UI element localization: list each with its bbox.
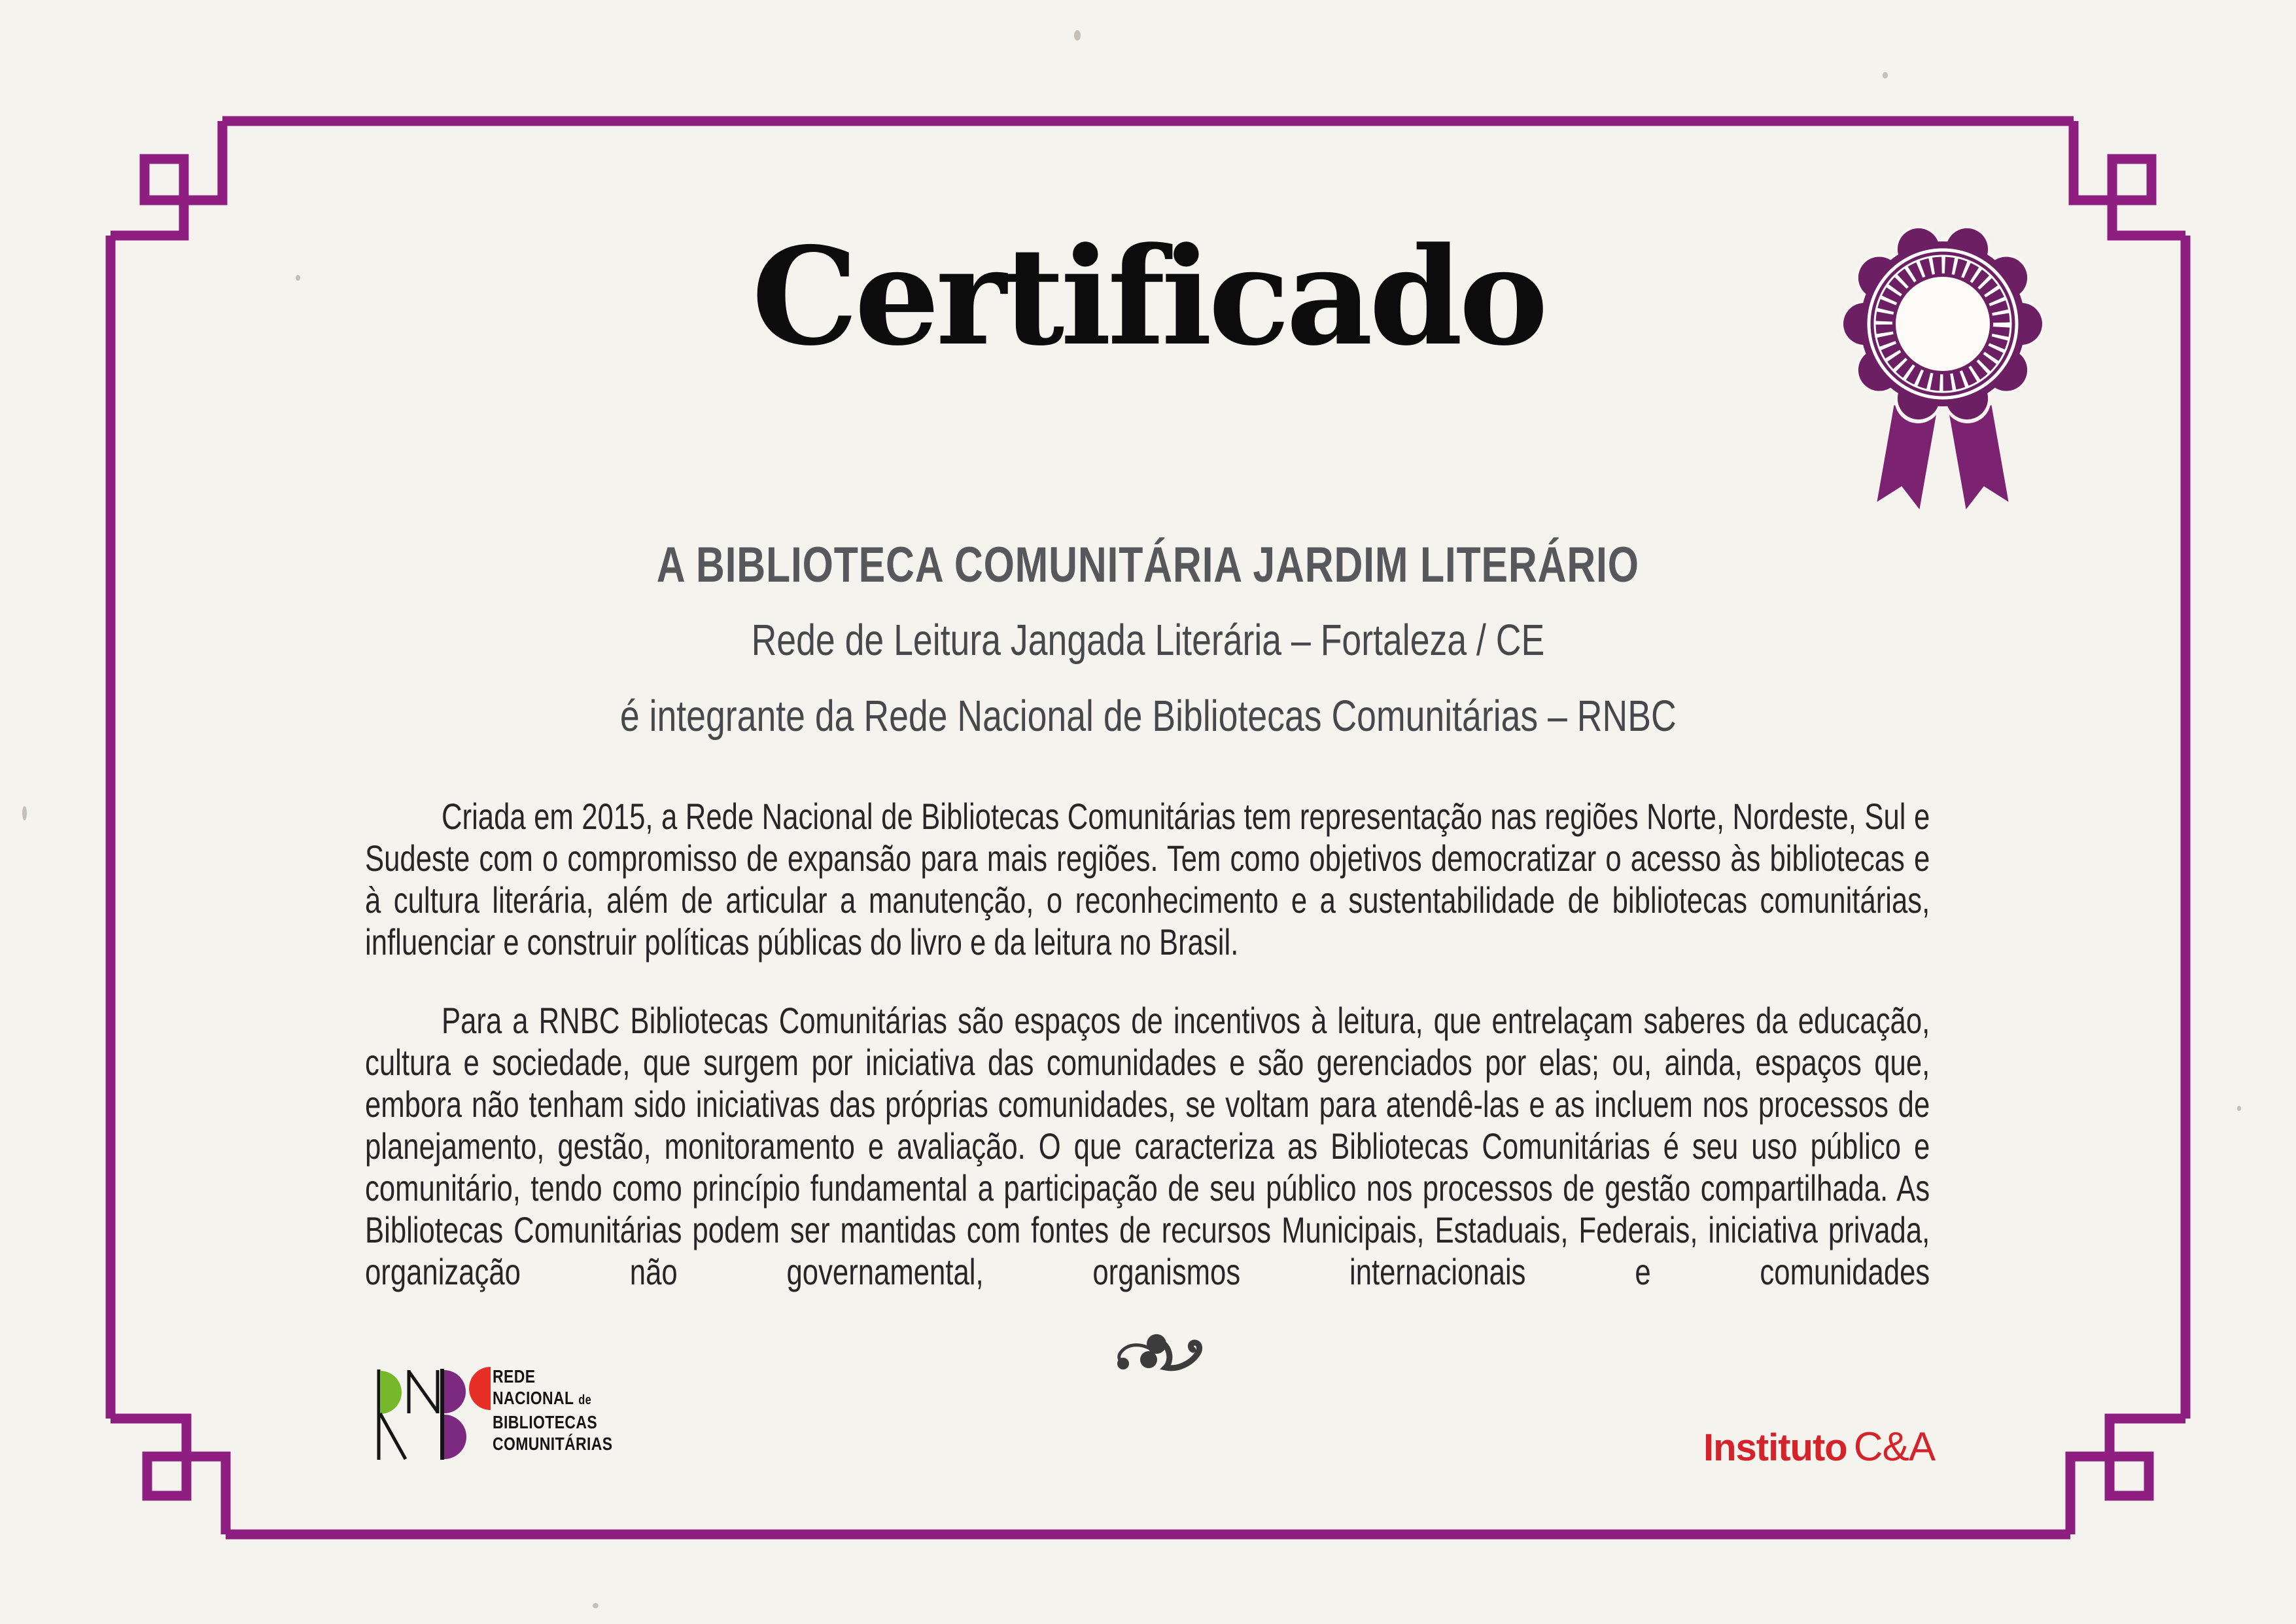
membership-text: é integrante da Rede Nacional de Bibliotecas Comunitárias – RNBC — [619, 692, 1677, 741]
flourish-ornament-icon — [1105, 1327, 1217, 1386]
scan-speck — [2237, 1106, 2241, 1111]
paragraph-1: Criada em 2015, a Rede Nacional de Bibliotecas Comunitárias tem representação nas regiões Norte, Nordeste, Sul e Sudeste com o compromisso de expansão para mais regiões. Tem como objetivos democratizar o acesso às bibliotecas e à cultura literária, além de articular a manutenção, o reconhecimento e a sustentabilidade de bibliotecas comunitárias, influenciar e construir políticas públicas do livro e da leitura no Brasil. — [365, 796, 1930, 962]
membership-line — [0, 691, 2296, 741]
rnbc-line-1: REDE — [493, 1366, 536, 1386]
body-text — [365, 796, 1930, 1293]
paragraph-2: Para a RNBC Bibliotecas Comunitárias são espaços de incentivos à leitura, que entrelaçam saberes da educação, cultura e sociedade, que surgem por iniciativa das comunidades e são gerenciados por elas; ou, ainda, espaços que, embora não tenham sido iniciativas das próprias comunidades, se voltam para atendê-las e as incluem nos processos de planejamento, gestão, monitoramento e avaliação. O que caracteriza as Bibliotecas Comunitárias é seu uso público e comunitário, tendo como princípio fundamental a participação de seu público nos processos de gestão compartilhada. As Bibliotecas Comunitárias podem ser mantidas com fontes de recursos Municipais, Estaduais, Federais, iniciativa privada, organização não governamental, organismos internacionais e comunidades — [365, 1000, 1930, 1292]
recipient-name-line — [0, 537, 2296, 593]
sponsor-bold-text: Instituto — [1703, 1426, 1847, 1469]
instituto-cea-logo — [1703, 1424, 1935, 1470]
scan-speck — [22, 806, 27, 821]
scan-speck — [296, 275, 300, 281]
rnbc-line-3: BIBLIOTECAS — [493, 1412, 598, 1432]
scan-speck — [1074, 30, 1081, 41]
rnbc-line-2: NACIONAL de — [493, 1388, 592, 1408]
network-line — [0, 615, 2296, 665]
rnbc-logo-mark-icon — [373, 1366, 497, 1464]
scan-speck — [593, 1603, 599, 1608]
scan-speck — [1883, 72, 1888, 79]
network-text: Rede de Leitura Jangada Literária – Fortaleza / CE — [751, 616, 1545, 665]
certificate-title: Certificado — [752, 219, 1544, 376]
sponsor-regular-text: C&A — [1853, 1424, 1936, 1470]
rnbc-line-4: COMUNITÁRIAS — [493, 1434, 613, 1454]
recipient-name: A BIBLIOTECA COMUNITÁRIA JARDIM LITERÁRIO — [656, 537, 1640, 593]
rnbc-logo-text — [493, 1366, 612, 1455]
